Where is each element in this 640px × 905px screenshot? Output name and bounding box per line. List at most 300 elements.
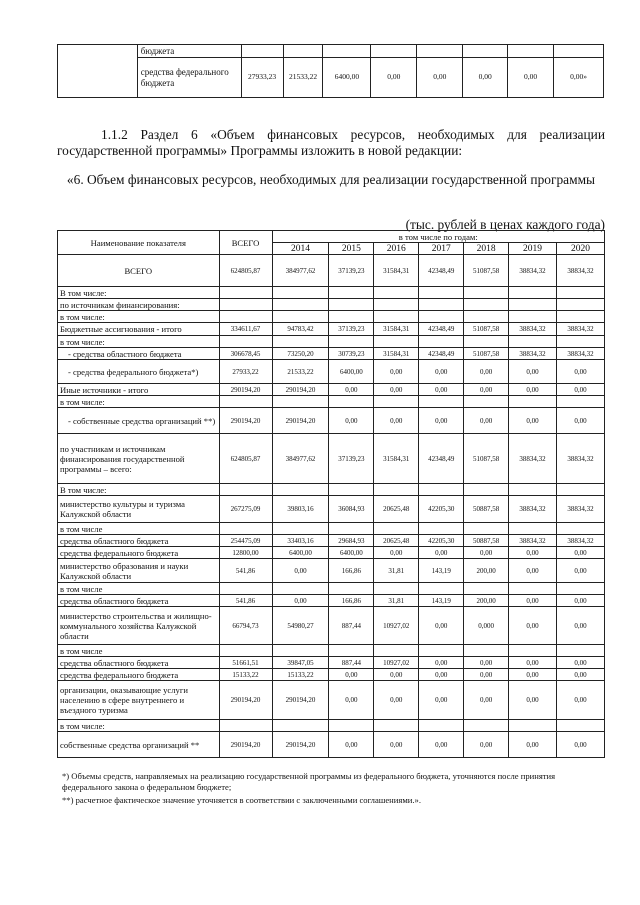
row-value: 384977,62 <box>272 255 329 287</box>
row-value: 0,00 <box>374 384 419 396</box>
row-value: 0,00 <box>509 732 557 758</box>
row-value <box>419 523 464 535</box>
row-value: 200,00 <box>464 559 509 583</box>
row-value: 50887,58 <box>464 496 509 523</box>
row-value: 50887,58 <box>464 535 509 547</box>
row-label: по источникам финансирования: <box>58 299 220 311</box>
row-value <box>374 720 419 732</box>
row-value: 6400,00 <box>329 360 374 384</box>
row-value <box>374 336 419 348</box>
row-value <box>419 299 464 311</box>
row-value: 0,00 <box>509 360 557 384</box>
top-table-empty-cell <box>58 45 138 98</box>
row-value: 38834,32 <box>556 348 604 360</box>
row-value: 143,19 <box>419 595 464 607</box>
row-label: в том числе: <box>58 336 220 348</box>
row-value: 0,00 <box>556 547 604 559</box>
row-value: 31584,31 <box>374 348 419 360</box>
row-value <box>272 523 329 535</box>
row-value: 290194,20 <box>272 384 329 396</box>
row-value <box>509 299 557 311</box>
row-value <box>464 311 509 323</box>
row-value: 0,00 <box>556 669 604 681</box>
row-value: 0,00 <box>419 681 464 720</box>
row-value: 0,00 <box>464 360 509 384</box>
row-value: 31,81 <box>374 595 419 607</box>
row-value <box>556 396 604 408</box>
row-value: 66794,73 <box>219 607 272 645</box>
row-value: 15133,22 <box>272 669 329 681</box>
row-value: 0,00 <box>509 559 557 583</box>
row-value: 0,00 <box>556 408 604 434</box>
table-row <box>58 384 605 396</box>
row-value: 38834,32 <box>556 434 604 484</box>
row-value: 31584,31 <box>374 255 419 287</box>
table-row <box>58 535 605 547</box>
row-value: 306678,45 <box>219 348 272 360</box>
row-value <box>509 645 557 657</box>
row-value <box>374 583 419 595</box>
row-value: 0,00 <box>329 669 374 681</box>
row-value: 0,00 <box>556 732 604 758</box>
row-value <box>509 311 557 323</box>
row-value: 200,00 <box>464 595 509 607</box>
table-row <box>58 484 605 496</box>
row-value <box>374 396 419 408</box>
row-value: 30739,23 <box>329 348 374 360</box>
row-value: 541,86 <box>219 559 272 583</box>
table-row <box>58 299 605 311</box>
header-name: Наименование показателя <box>58 231 220 255</box>
row-value: 290194,20 <box>272 732 329 758</box>
row-value: 94783,42 <box>272 323 329 336</box>
top-table-value: 6400,00 <box>323 58 371 98</box>
row-value: 166,86 <box>329 595 374 607</box>
row-value: 0,00 <box>419 408 464 434</box>
year-header: 2017 <box>419 243 464 255</box>
top-table-value: 27933,23 <box>241 58 283 98</box>
header-by-years: в том числе по годам: <box>272 231 605 243</box>
row-value: 10927,02 <box>374 607 419 645</box>
table-row <box>58 657 605 669</box>
row-value <box>272 336 329 348</box>
row-value: 20625,48 <box>374 535 419 547</box>
row-value: 0,00 <box>556 657 604 669</box>
row-label: средства федерального бюджета <box>58 669 220 681</box>
row-value <box>419 336 464 348</box>
row-value <box>374 287 419 299</box>
row-value: 42348,49 <box>419 323 464 336</box>
top-table-value: 21533,22 <box>283 58 323 98</box>
row-value: 0,00 <box>509 607 557 645</box>
row-value: 37139,23 <box>329 434 374 484</box>
row-value: 37139,23 <box>329 323 374 336</box>
row-label: министерство образования и науки Калужской области <box>58 559 220 583</box>
row-value: 0,00 <box>329 732 374 758</box>
table-row <box>58 323 605 336</box>
row-value: 42205,30 <box>419 496 464 523</box>
row-value: 38834,32 <box>556 255 604 287</box>
row-value <box>509 287 557 299</box>
row-value <box>219 396 272 408</box>
row-value: 0,00 <box>556 384 604 396</box>
row-label: в том числе: <box>58 720 220 732</box>
table-row <box>58 645 605 657</box>
row-value: 0,00 <box>374 732 419 758</box>
row-value: 0,00 <box>374 669 419 681</box>
row-value: 166,86 <box>329 559 374 583</box>
row-label: ВСЕГО <box>58 255 220 287</box>
row-value <box>272 311 329 323</box>
row-value: 0,00 <box>464 384 509 396</box>
table-body <box>58 255 605 758</box>
row-value <box>464 583 509 595</box>
row-value: 37139,23 <box>329 255 374 287</box>
row-value: 20625,48 <box>374 496 419 523</box>
row-value: 38834,32 <box>509 348 557 360</box>
row-label: - собственные средства организаций **) <box>58 408 220 434</box>
row-value: 29684,93 <box>329 535 374 547</box>
table-row <box>58 287 605 299</box>
row-value <box>556 720 604 732</box>
row-value <box>556 484 604 496</box>
row-value: 0,00 <box>272 559 329 583</box>
table-row <box>58 336 605 348</box>
row-value <box>272 583 329 595</box>
top-table-value: 0,00 <box>371 58 417 98</box>
row-value: 143,19 <box>419 559 464 583</box>
row-label: В том числе: <box>58 287 220 299</box>
row-value: 38834,32 <box>556 496 604 523</box>
row-label: организации, оказывающие услуги населению в сфере внутреннего и въездного туризма <box>58 681 220 720</box>
row-value <box>556 336 604 348</box>
row-value <box>374 523 419 535</box>
table-row <box>58 669 605 681</box>
year-header: 2019 <box>509 243 557 255</box>
row-value <box>556 583 604 595</box>
row-label: по участникам и источникам финансирования государственной программы – всего: <box>58 434 220 484</box>
row-value: 0,00 <box>329 384 374 396</box>
row-value <box>329 484 374 496</box>
row-value <box>329 523 374 535</box>
row-value: 31584,31 <box>374 323 419 336</box>
year-header: 2020 <box>556 243 604 255</box>
row-value: 0,00 <box>419 669 464 681</box>
row-value: 0,00 <box>419 732 464 758</box>
row-label: в том числе: <box>58 396 220 408</box>
row-value <box>464 396 509 408</box>
row-label: в том числе: <box>58 311 220 323</box>
row-value: 51087,58 <box>464 434 509 484</box>
row-label: министерство строительства и жилищно-коммунального хозяйства Калужской области <box>58 607 220 645</box>
row-value <box>419 645 464 657</box>
row-value <box>329 720 374 732</box>
row-value: 254475,09 <box>219 535 272 547</box>
table-row <box>58 720 605 732</box>
table-row <box>58 681 605 720</box>
row-value <box>464 287 509 299</box>
footnote-1: *) Объемы средств, направляемых на реализацию государственной программы из федерального бюджета, уточняются после принятия федерального закона о федеральном бюджете; <box>62 771 556 792</box>
row-value: 887,44 <box>329 607 374 645</box>
row-value <box>219 336 272 348</box>
row-value <box>419 311 464 323</box>
row-value: 51087,58 <box>464 323 509 336</box>
row-value: 0,00 <box>509 547 557 559</box>
row-value: 42348,49 <box>419 434 464 484</box>
row-value: 0,00 <box>509 657 557 669</box>
row-value <box>374 311 419 323</box>
row-label: министерство культуры и туризма Калужской области <box>58 496 220 523</box>
row-value <box>419 484 464 496</box>
row-value: 0,00 <box>419 547 464 559</box>
row-value: 0,00 <box>556 559 604 583</box>
table-row <box>58 732 605 758</box>
row-value: 0,00 <box>556 607 604 645</box>
row-value: 290194,20 <box>272 681 329 720</box>
row-label: - средства федерального бюджета*) <box>58 360 220 384</box>
row-value: 42348,49 <box>419 348 464 360</box>
row-value <box>556 645 604 657</box>
row-value <box>272 396 329 408</box>
row-value: 0,00 <box>464 408 509 434</box>
row-value: 290194,20 <box>219 408 272 434</box>
row-value <box>272 645 329 657</box>
row-label: Бюджетные ассигнования - итого <box>58 323 220 336</box>
row-value: 384977,62 <box>272 434 329 484</box>
row-value: 36084,93 <box>329 496 374 523</box>
row-value: 6400,00 <box>329 547 374 559</box>
year-header: 2014 <box>272 243 329 255</box>
row-value: 624805,87 <box>219 255 272 287</box>
row-value <box>374 299 419 311</box>
row-value: 0,00 <box>509 669 557 681</box>
row-label: В том числе: <box>58 484 220 496</box>
row-value <box>219 311 272 323</box>
row-value: 0,00 <box>329 408 374 434</box>
row-value: 31584,31 <box>374 434 419 484</box>
row-label: средства областного бюджета <box>58 657 220 669</box>
table-row <box>58 434 605 484</box>
table-row <box>58 607 605 645</box>
row-value <box>556 311 604 323</box>
row-value: 38834,32 <box>509 496 557 523</box>
top-table-row <box>58 58 604 98</box>
row-value: 334611,67 <box>219 323 272 336</box>
row-value: 27933,22 <box>219 360 272 384</box>
row-value: 290194,20 <box>272 408 329 434</box>
previous-table-fragment <box>57 44 604 98</box>
row-value: 0,00 <box>272 595 329 607</box>
top-table-value: 0,00 <box>463 58 508 98</box>
row-value: 39803,16 <box>272 496 329 523</box>
table-row <box>58 559 605 583</box>
row-value: 51087,58 <box>464 255 509 287</box>
row-value: 6400,00 <box>272 547 329 559</box>
row-value <box>272 720 329 732</box>
row-value: 0,00 <box>374 681 419 720</box>
row-value: 42205,30 <box>419 535 464 547</box>
row-value <box>419 583 464 595</box>
table-row <box>58 311 605 323</box>
table-row <box>58 547 605 559</box>
table-row <box>58 255 605 287</box>
row-value: 0,000 <box>464 607 509 645</box>
row-label: в том числе <box>58 645 220 657</box>
top-table-row <box>58 45 604 58</box>
row-value <box>219 287 272 299</box>
row-value <box>219 645 272 657</box>
row-value <box>329 583 374 595</box>
row-value: 0,00 <box>374 547 419 559</box>
row-value: 0,00 <box>509 595 557 607</box>
row-value <box>374 484 419 496</box>
table-row <box>58 360 605 384</box>
row-value: 0,00 <box>419 384 464 396</box>
row-label: в том числе <box>58 523 220 535</box>
row-value: 290194,20 <box>219 681 272 720</box>
row-value: 0,00 <box>374 360 419 384</box>
row-value <box>464 484 509 496</box>
row-value <box>419 396 464 408</box>
row-value: 0,00 <box>329 681 374 720</box>
row-value: 38834,32 <box>509 434 557 484</box>
year-header: 2015 <box>329 243 374 255</box>
table-row <box>58 583 605 595</box>
table-row <box>58 348 605 360</box>
row-value <box>329 287 374 299</box>
row-value <box>509 583 557 595</box>
row-value: 0,00 <box>556 681 604 720</box>
footnote-2: **) расчетное фактическое значение уточняется в соответствии с заключенными соглашениями.». <box>62 795 421 805</box>
row-value: 10927,02 <box>374 657 419 669</box>
row-value <box>464 299 509 311</box>
row-value: 39847,05 <box>272 657 329 669</box>
table-row <box>58 396 605 408</box>
row-value <box>329 311 374 323</box>
row-value: 12800,00 <box>219 547 272 559</box>
row-value <box>464 523 509 535</box>
top-table-value: 0,00» <box>554 58 604 98</box>
row-label: Иные источники - итого <box>58 384 220 396</box>
row-value <box>509 396 557 408</box>
row-value <box>556 299 604 311</box>
table-row <box>58 523 605 535</box>
row-value: 38834,32 <box>556 323 604 336</box>
row-value <box>219 523 272 535</box>
row-value: 0,00 <box>464 657 509 669</box>
row-value: 42348,49 <box>419 255 464 287</box>
row-value <box>329 299 374 311</box>
row-label: собственные средства организаций ** <box>58 732 220 758</box>
row-value: 0,00 <box>464 681 509 720</box>
row-label: средства областного бюджета <box>58 535 220 547</box>
row-value: 0,00 <box>509 384 557 396</box>
top-table-label: средства федерального бюджета <box>137 58 241 98</box>
row-value <box>272 484 329 496</box>
row-value: 38834,32 <box>556 535 604 547</box>
row-value: 624805,87 <box>219 434 272 484</box>
row-value <box>329 645 374 657</box>
row-value: 54980,27 <box>272 607 329 645</box>
row-value: 38834,32 <box>509 255 557 287</box>
row-value: 51661,51 <box>219 657 272 669</box>
row-label: - средства областного бюджета <box>58 348 220 360</box>
row-value <box>329 336 374 348</box>
row-value: 267275,09 <box>219 496 272 523</box>
table-row <box>58 595 605 607</box>
row-value <box>509 484 557 496</box>
row-value: 290194,20 <box>219 732 272 758</box>
row-value: 38834,32 <box>509 535 557 547</box>
section-heading: «6. Объем финансовых ресурсов, необходимых для реализации государственной программы <box>66 172 596 187</box>
row-label: средства областного бюджета <box>58 595 220 607</box>
row-value: 38834,32 <box>509 323 557 336</box>
row-value <box>374 645 419 657</box>
table-row <box>58 496 605 523</box>
row-value: 0,00 <box>419 657 464 669</box>
row-value: 0,00 <box>556 595 604 607</box>
row-value <box>272 299 329 311</box>
row-value <box>219 583 272 595</box>
row-value <box>419 720 464 732</box>
row-value: 73250,20 <box>272 348 329 360</box>
row-value <box>464 720 509 732</box>
table-header-row <box>58 231 605 243</box>
financing-table <box>57 230 605 758</box>
row-value <box>509 720 557 732</box>
year-header: 2016 <box>374 243 419 255</box>
header-total: ВСЕГО <box>219 231 272 255</box>
row-value: 541,86 <box>219 595 272 607</box>
row-value: 0,00 <box>464 669 509 681</box>
table-row <box>58 408 605 434</box>
row-value <box>272 287 329 299</box>
row-value: 33403,16 <box>272 535 329 547</box>
top-table-label: бюджета <box>137 45 241 58</box>
row-value <box>219 484 272 496</box>
units-note: (тыс. рублей в ценах каждого года) <box>405 217 605 232</box>
row-value: 0,00 <box>509 681 557 720</box>
row-value <box>509 523 557 535</box>
row-value: 21533,22 <box>272 360 329 384</box>
row-value: 15133,22 <box>219 669 272 681</box>
row-value: 0,00 <box>419 607 464 645</box>
row-value: 0,00 <box>509 408 557 434</box>
row-value: 0,00 <box>374 408 419 434</box>
top-table-value: 0,00 <box>417 58 463 98</box>
row-value: 31,81 <box>374 559 419 583</box>
row-value: 0,00 <box>464 547 509 559</box>
row-value <box>556 287 604 299</box>
row-value: 0,00 <box>464 732 509 758</box>
top-table-value: 0,00 <box>508 58 554 98</box>
year-header: 2018 <box>464 243 509 255</box>
row-value <box>219 299 272 311</box>
row-value <box>509 336 557 348</box>
row-value <box>219 720 272 732</box>
row-label: в том числе <box>58 583 220 595</box>
row-value <box>464 645 509 657</box>
row-value: 290194,20 <box>219 384 272 396</box>
row-value <box>419 287 464 299</box>
row-label: средства федерального бюджета <box>58 547 220 559</box>
row-value: 887,44 <box>329 657 374 669</box>
row-value: 51087,58 <box>464 348 509 360</box>
row-value <box>329 396 374 408</box>
row-value: 0,00 <box>419 360 464 384</box>
row-value <box>464 336 509 348</box>
amendment-paragraph: 1.1.2 Раздел 6 «Объем финансовых ресурсов, необходимых для реализации государственной программы» Программы изложить в новой редакции: <box>57 127 605 158</box>
